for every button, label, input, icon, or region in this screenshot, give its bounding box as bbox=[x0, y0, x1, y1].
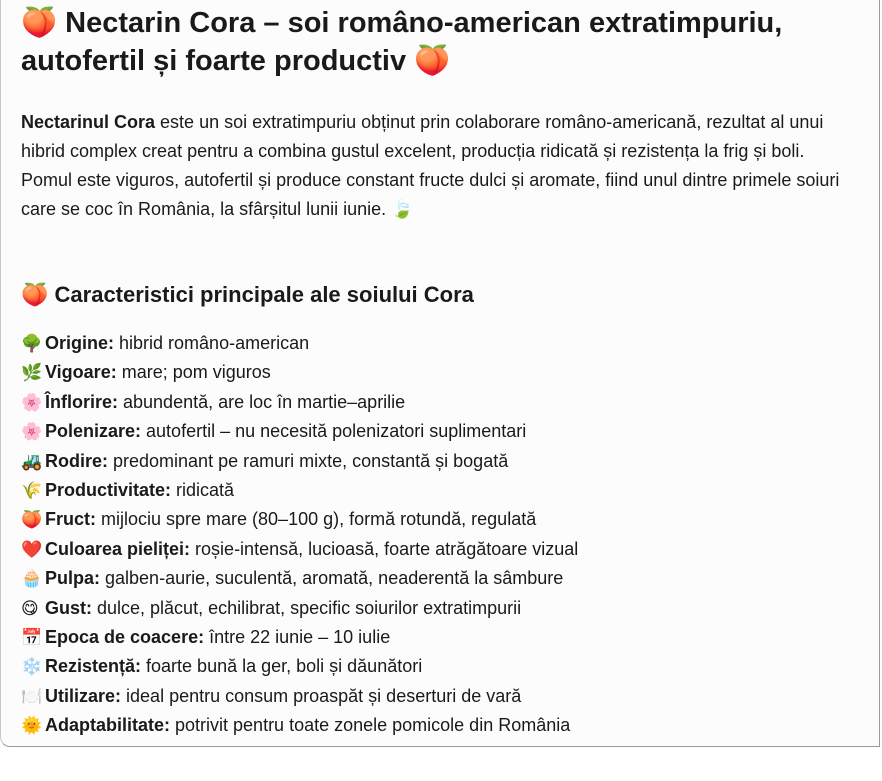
blossom-icon: 🌸 bbox=[21, 422, 43, 442]
item-label: Productivitate: bbox=[45, 480, 172, 501]
heart-icon: ❤️ bbox=[21, 539, 43, 559]
page-title bbox=[21, 4, 871, 80]
item-label: Pulpa: bbox=[45, 568, 101, 589]
peach-icon: 🍑 bbox=[414, 45, 451, 77]
item-label: Adaptabilitate: bbox=[45, 715, 171, 736]
list-item bbox=[21, 564, 578, 593]
list-item bbox=[21, 476, 578, 505]
item-value: ideal pentru consum proaspăt și deserturi de vară bbox=[121, 685, 522, 706]
list-item bbox=[21, 711, 578, 740]
peach-icon: 🍑 bbox=[21, 510, 43, 530]
intro-bold-lead: Nectarinul Cora bbox=[21, 112, 156, 132]
plate-icon: 🍽️ bbox=[21, 686, 43, 706]
item-value: hibrid româno-american bbox=[114, 333, 310, 353]
intro-text-1: este un soi extratimpuriu obținut prin colaborare româno-americană, rezultat al unui hibrid complex creat pentru a combina gustul excelent, producția ridicată și rezistența la frig și boli. bbox=[21, 112, 824, 161]
item-value: ridicată bbox=[171, 480, 235, 501]
intro-paragraph bbox=[21, 108, 871, 224]
list-item bbox=[21, 417, 578, 446]
item-label: Înflorire: bbox=[45, 391, 119, 412]
item-value: autofertil – nu necesită polenizatori suplimentari bbox=[141, 421, 527, 442]
list-item bbox=[21, 682, 578, 711]
leaf-icon: 🍃 bbox=[391, 199, 414, 219]
section-heading-text: Caracteristici principale ale soiului Cora bbox=[54, 282, 474, 307]
item-label: Polenizare: bbox=[45, 421, 142, 442]
peach-icon: 🍑 bbox=[21, 282, 49, 307]
item-label: Utilizare: bbox=[45, 685, 122, 706]
list-item bbox=[21, 358, 578, 387]
item-label: Epoca de coacere: bbox=[45, 627, 205, 648]
item-value: roșie-intensă, lucioasă, foarte atrăgătoare vizual bbox=[190, 538, 579, 559]
list-item bbox=[21, 594, 578, 623]
blossom-icon: 🌸 bbox=[21, 392, 43, 412]
title-text: Nectarin Cora – soi româno-american extratimpuriu, autofertil și foarte productiv bbox=[21, 7, 783, 77]
list-item bbox=[21, 623, 578, 652]
list-item bbox=[21, 329, 578, 358]
item-label: Rodire: bbox=[45, 450, 108, 471]
item-value: mare; pom viguros bbox=[116, 362, 271, 383]
item-value: între 22 iunie – 10 iulie bbox=[204, 627, 391, 648]
herb-icon: 🌿 bbox=[21, 363, 43, 383]
wheat-icon: 🌾 bbox=[21, 481, 43, 501]
item-value: potrivit pentru toate zonele pomicole din România bbox=[170, 715, 571, 736]
item-value: abundentă, are loc în martie–aprilie bbox=[118, 391, 406, 412]
item-label: Gust: bbox=[45, 597, 92, 618]
list-item bbox=[21, 388, 578, 417]
list-item bbox=[21, 505, 578, 534]
item-label: Fruct: bbox=[45, 509, 96, 530]
item-label: Culoarea pieliței: bbox=[45, 538, 191, 559]
item-value: dulce, plăcut, echilibrat, specific soiurilor extratimpurii bbox=[92, 597, 522, 618]
list-item bbox=[21, 652, 578, 681]
tree-icon: 🌳 bbox=[21, 334, 43, 353]
section-heading bbox=[21, 280, 474, 310]
intro-text-2: Pomul este viguros, autofertil și produce constant fructe dulci și aromate, fiind unul dintre primele soiuri care se coc în România, la sfârșitul lunii iunie. bbox=[21, 170, 840, 219]
item-label: Vigoare: bbox=[45, 362, 117, 383]
tractor-icon: 🚜 bbox=[21, 451, 43, 471]
item-value: mijlociu spre mare (80–100 g), formă rotundă, regulată bbox=[96, 509, 537, 530]
yum-face-icon: 😋 bbox=[21, 598, 39, 618]
item-value: predominant pe ramuri mixte, constantă și bogată bbox=[108, 450, 509, 471]
cupcake-icon: 🧁 bbox=[21, 569, 43, 589]
sun-icon: 🌞 bbox=[21, 716, 43, 736]
item-value: galben-aurie, suculentă, aromată, neaderentă la sâmbure bbox=[100, 568, 564, 589]
calendar-icon: 📅 bbox=[21, 628, 43, 648]
item-label: Rezistență: bbox=[45, 656, 142, 677]
item-value: foarte bună la ger, boli și dăunători bbox=[141, 656, 423, 677]
snowflake-icon: ❄️ bbox=[21, 657, 43, 677]
peach-icon: 🍑 bbox=[21, 7, 58, 39]
characteristics-list bbox=[21, 329, 578, 741]
item-label: Origine: bbox=[45, 333, 115, 353]
list-item bbox=[21, 535, 578, 564]
list-item bbox=[21, 447, 578, 476]
